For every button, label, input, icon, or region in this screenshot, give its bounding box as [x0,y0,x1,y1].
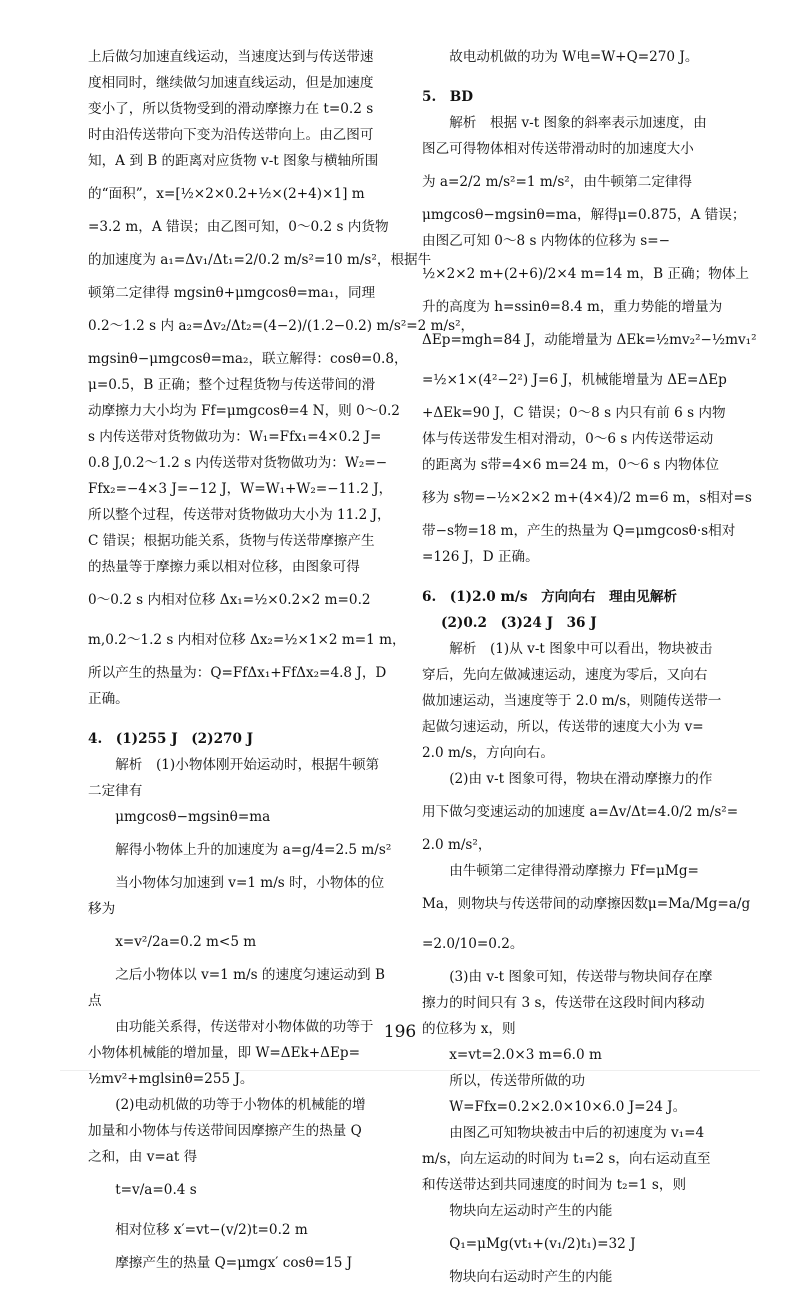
text-line: mgsinθ−μmgcosθ=ma₂，联立解得：cosθ=0.8， [88,351,408,367]
text-line: Ma，则物块与传送带间的动摩擦因数μ=Ma/Mg=a/g [422,896,751,912]
page-number: 196 [383,1022,417,1042]
text-line: ΔEp=mgh=84 J，动能增量为 ΔEk=½mv₂²−½mv₁² [422,332,757,348]
text-line: 度相同时，继续做匀加速直线运动，但是加速度 [88,75,374,91]
text-line: 由牛顿第二定律得滑动摩擦力 Ff=μMg= [449,863,699,879]
right-column [422,44,757,1290]
text-line: W=Ffx=0.2×2.0×10×6.0 J=24 J。 [449,1099,687,1115]
text-line: ½×2×2 m+(2+6)/2×4 m=14 m，B 正确；物体上 [422,266,749,282]
text-line: x=v²/2a=0.2 m<5 m [115,934,257,950]
text-line: 物块向左运动时产生的内能 [449,1203,613,1219]
text-line: 上后做匀加速直线运动，当速度达到与传送带速 [88,49,374,65]
text-line: 二定律有 [88,783,143,799]
text-line: =3.2 m，A 错误；由乙图可知，0～0.2 s 内货物 [88,219,389,235]
text-line: 的“面积”，x=[½×2×0.2+½×(2+4)×1] m [88,186,365,202]
text-line: 体与传送带发生相对滑动，0～6 s 内传送带运动 [422,431,714,447]
text-line: m,0.2～1.2 s 内相对位移 Δx₂=½×1×2 m=1 m， [88,632,406,648]
text-line: 加量和小物体与传送带间因摩擦产生的热量 Q [88,1123,362,1139]
text-line: μmgcosθ−mgsinθ=ma [115,809,271,825]
text-line: 的加速度为 a₁=Δv₁/Δt₁=2/0.2 m/s²=10 m/s²，根据牛 [88,252,432,268]
text-line: 由图乙可知 0～8 s 内物体的位移为 s=− [422,233,671,249]
text-line: +ΔEk=90 J，C 错误；0～8 s 内只有前 6 s 内物 [422,405,726,421]
text-line: 用下做匀变速运动的加速度 a=Δv/Δt=4.0/2 m/s²= [422,804,739,820]
text-line: 起做匀速运动，所以，传送带的速度大小为 v= [422,719,704,735]
text-line: x=vt=2.0×3 m=6.0 m [449,1047,602,1063]
text-line: 图乙可得物体相对传送带滑动时的加速度大小 [422,141,694,157]
text-line: 摩擦产生的热量 Q=μmgx′ cosθ=15 J [115,1255,353,1271]
text-line: 移为 s物=−½×2×2 m+(4×4)/2 m=6 m，s相对=s [422,490,752,506]
text-line: 正确。 [88,691,129,707]
text-line: 顿第二定律得 mgsinθ+μmgcosθ=ma₁，同理 [88,285,376,301]
text-line: 穿后，先向左做减速运动，速度为零后，又向右 [422,667,708,683]
text-line: μmgcosθ−mgsinθ=ma，解得μ=0.875，A 错误； [422,207,746,223]
text-line: 6. (1)2.0 m/s 方向向右 理由见解析 [422,589,678,605]
text-line: (2)由 v-t 图象可得，物块在滑动摩擦力的作 [449,771,713,787]
text-line: 升的高度为 h=ssinθ=8.4 m，重力势能的增量为 [422,299,723,315]
text-line: 解析 (1)从 v-t 图象中可以看出，物块被击 [449,641,713,657]
text-line: 所以整个过程，传送带对货物做功大小为 11.2 J， [88,507,391,523]
text-line: t=v/a=0.4 s [115,1182,197,1198]
text-line: 解得小物体上升的加速度为 a=g/4=2.5 m/s² [115,842,392,858]
text-line: 为 a=2/2 m/s²=1 m/s²，由牛顿第二定律得 [422,174,693,190]
text-line: 0.8 J,0.2～1.2 s 内传送带对货物做功为：W₂=− [88,455,388,471]
text-line: 小物体机械能的增加量，即 W=ΔEk+ΔEp= [88,1045,361,1061]
text-line: 由图乙可知物块被击中后的初速度为 v₁=4 [449,1125,705,1141]
text-line: 变小了，所以货物受到的滑动摩擦力在 t=0.2 s [88,101,374,117]
text-line: 2.0 m/s²， [422,837,492,853]
text-line: 做加速运动，当速度等于 2.0 m/s，则随传送带一 [422,693,722,709]
text-line: 时由沿传送带向下变为沿传送带向上。由乙图可 [88,127,374,143]
text-line: s 内传送带对货物做功为：W₁=Ffx₁=4×0.2 J= [88,429,382,445]
text-line: 的位移为 x，则 [422,1021,516,1037]
text-line: 带−s物=18 m，产生的热量为 Q=μmgcosθ·s相对 [422,523,736,539]
scan-edge [60,1070,760,1071]
text-line: 之和，由 v=at 得 [88,1149,198,1165]
paragraph-gap [422,570,722,584]
text-line: (2)电动机做的功等于小物体的机械能的增 [115,1097,366,1113]
text-line: 动摩擦力大小均为 Ff=μmgcosθ=4 N，则 0～0.2 [88,403,400,419]
text-line: 的热量等于摩擦力乘以相对位移，由图象可得 [88,559,360,575]
text-line: (3)由 v-t 图象可知，传送带与物块间存在摩 [449,969,713,985]
text-line: 2.0 m/s，方向向右。 [422,745,554,761]
text-line: 知，A 到 B 的距离对应货物 v-t 图象与横轴所围 [88,153,379,169]
text-line: 解析 (1)小物体刚开始运动时，根据牛顿第 [115,757,380,773]
text-line: 物块向右运动时产生的内能 [449,1269,613,1285]
text-line: 由功能关系得，传送带对小物体做的功等于 [115,1019,374,1035]
text-line: ½mv²+mglsinθ=255 J。 [88,1071,254,1087]
text-line: 故电动机做的功为 W电=W+Q=270 J。 [449,49,699,65]
text-line: =2.0/10=0.2。 [422,936,524,952]
text-line: 解析 根据 v-t 图象的斜率表示加速度，由 [449,115,707,131]
text-line: Q₁=μMg(vt₁+(v₁/2)t₁)=32 J [449,1236,636,1252]
text-line: 所以，传送带所做的功 [449,1073,586,1089]
text-line: 4. (1)255 J (2)270 J [88,731,254,747]
text-line: 之后小物体以 v=1 m/s 的速度匀速运动到 B [115,967,385,983]
text-line: 0.2～1.2 s 内 a₂=Δv₂/Δt₂=(4−2)/(1.2−0.2) m/s²=2 m/s²， [88,318,475,334]
paragraph-gap [88,712,406,726]
text-line: 0～0.2 s 内相对位移 Δx₁=½×0.2×2 m=0.2 [88,592,371,608]
paragraph-gap [422,70,722,84]
text-line: =126 J，D 正确。 [422,549,539,565]
text-line: 和传送带达到共同速度的时间为 t₂=1 s，则 [422,1177,687,1193]
text-line: C 错误；根据功能关系，货物与传送带摩擦产生 [88,533,375,549]
text-line: 所以产生的热量为：Q=FfΔx₁+FfΔx₂=4.8 J，D [88,665,387,681]
text-line: 当小物体匀加速到 v=1 m/s 时，小物体的位 [115,875,385,891]
text-line: =½×1×(4²−2²) J=6 J，机械能增量为 ΔE=ΔEp [422,372,727,388]
text-line: μ=0.5，B 正确；整个过程货物与传送带间的滑 [88,377,376,393]
text-line: Ffx₂=−4×3 J=−12 J，W=W₁+W₂=−11.2 J， [88,481,393,497]
text-line: (2)0.2 (3)24 J 36 J [441,615,597,631]
text-line: 点 [88,993,102,1009]
text-line: 的距离为 s带=4×6 m=24 m，0～6 s 内物体位 [422,457,719,473]
text-line: 相对位移 x′=vt−(v/2)t=0.2 m [115,1222,308,1238]
text-line: 擦力的时间只有 3 s，传送带在这段时间内移动 [422,995,705,1011]
text-line: m/s，向左运动的时间为 t₁=2 s，向右运动直至 [422,1151,711,1167]
text-line: 5. BD [422,89,474,105]
text-line: 移为 [88,901,116,917]
